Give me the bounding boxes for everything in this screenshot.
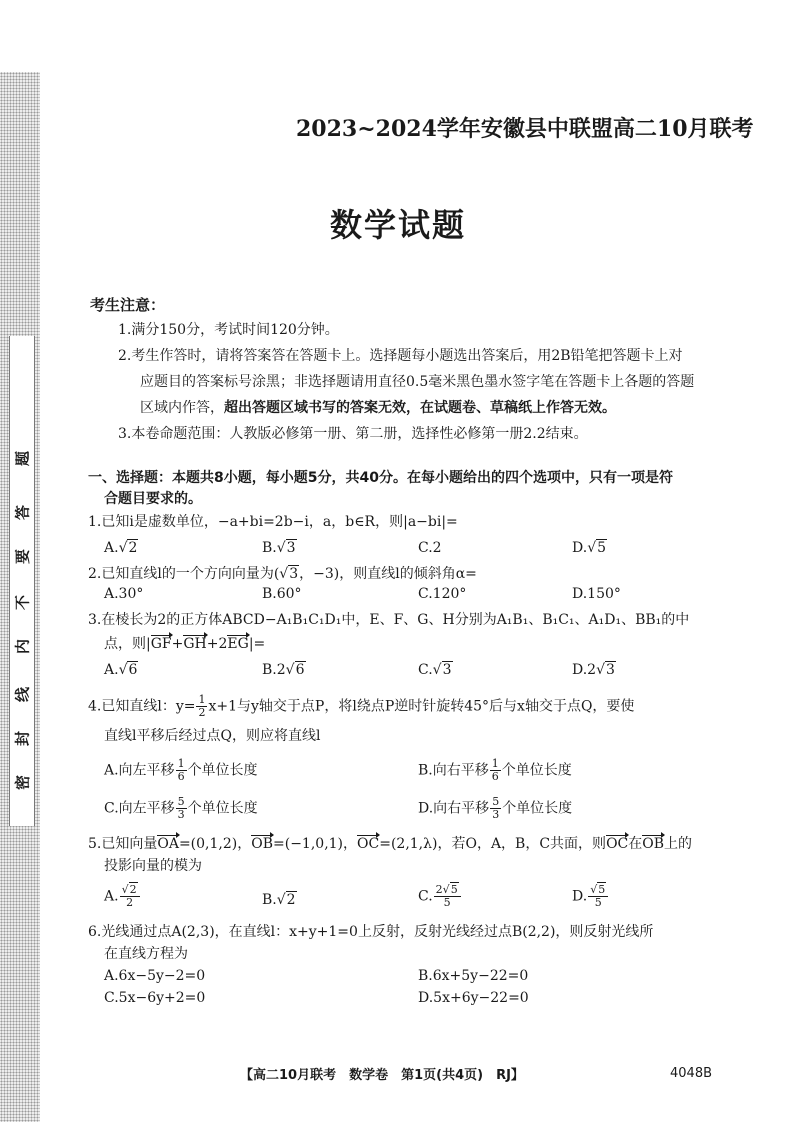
seal-char: 线 xyxy=(13,687,32,703)
q2-option-d: D.150° xyxy=(572,586,621,602)
notice-item: 3.本卷命题范围：人教版必修第一册、第二册，选择性必修第一册2.2结束。 xyxy=(118,426,588,442)
notice-item: 应题目的答案标号涂黑；非选择题请用直径0.5毫米黑色墨水签字笔在答题卡上各题的答题 xyxy=(140,374,695,390)
question-6-stem: 6.光线通过点A(2,3)，在直线l：x+y+1=0上反射，反射光线经过点B(2,2)，则反射光线所 xyxy=(88,924,654,940)
notice-heading: 考生注意： xyxy=(90,296,166,314)
subject-title: 数学试题 xyxy=(330,206,467,244)
q3-option-c: C.√3 xyxy=(418,662,452,678)
question-4-stem-cont: 直线l平移后经过点Q，则应将直线l xyxy=(104,728,321,744)
notice-emphasis: 超出答题区域书写的答案无效，在试题卷、草稿纸上作答无效。 xyxy=(224,400,616,416)
seal-char: 密 xyxy=(13,775,32,791)
notice-item: 1.满分150分，考试时间120分钟。 xyxy=(118,322,339,338)
section-heading: 一、选择题：本题共8小题，每小题5分，共40分。在每小题给出的四个选项中，只有一项是符 xyxy=(88,470,673,486)
notice-item: 2.考生作答时，请将答案答在答题卡上。选择题每小题选出答案后，用2B铅笔把答题卡上对 xyxy=(118,348,683,364)
seal-line-box xyxy=(9,336,35,826)
question-4-stem: 4.已知直线l：y= $\frac{1}{2}$ x+1与y轴交于点P，将l绕点P逆时针旋转45°后与x轴交于点Q，要使 xyxy=(88,693,635,719)
question-3-stem-cont: 点，则|GF+GH+2EG|= xyxy=(104,636,266,652)
q6-option-b: B.6x+5y−22=0 xyxy=(418,968,529,984)
q6-option-c: C.5x−6y+2=0 xyxy=(104,990,206,1006)
notice-item xyxy=(140,398,616,418)
q1-option-a: A.√2 xyxy=(104,540,138,556)
q4-option-b: B.向右平移 $\frac{1}{6}$ 个单位长度 xyxy=(418,757,572,783)
q2-option-b: B.60° xyxy=(262,586,302,602)
q4-option-c: C.向左平移 $\frac{5}{3}$ 个单位长度 xyxy=(104,795,258,821)
q3-option-d: D.2√3 xyxy=(572,662,615,678)
paper-code: 4048B xyxy=(670,1066,713,1081)
q5-option-b: B.√2 xyxy=(262,892,296,908)
q4-option-a: A.向左平移 $\frac{1}{6}$ 个单位长度 xyxy=(104,757,258,783)
q1-option-b: B.√3 xyxy=(262,540,296,556)
question-2-stem: 2.已知直线l的一个方向向量为(√3，−3)，则直线l的倾斜角α= xyxy=(88,566,477,582)
question-1-stem: 1.已知i是虚数单位，−a+bi=2b−i，a，b∈R，则|a−bi|= xyxy=(88,514,458,530)
q3-option-a: A.√6 xyxy=(104,662,138,678)
q3-option-b: B.2√6 xyxy=(262,662,305,678)
seal-char: 内 xyxy=(13,639,32,655)
seal-char: 要 xyxy=(13,549,32,565)
seal-char: 不 xyxy=(13,595,32,611)
notice-text: 区域内作答， xyxy=(140,400,224,416)
q1-option-c: C.2 xyxy=(418,540,442,556)
exam-title: 2023~2024学年安徽县中联盟高二10月联考 xyxy=(296,116,754,142)
q5-option-d: D. $\frac{√5}{5}$ xyxy=(572,884,609,909)
question-6-stem-cont: 在直线方程为 xyxy=(104,946,188,962)
page-footer: 【高二10月联考 数学卷 第1页(共4页) RJ】 xyxy=(240,1068,524,1083)
q6-option-a: A.6x−5y−2=0 xyxy=(104,968,206,984)
q6-option-d: D.5x+6y−22=0 xyxy=(418,990,529,1006)
binding-strip xyxy=(0,72,40,1122)
seal-char: 封 xyxy=(13,731,32,747)
q5-option-a: A. $\frac{√2}{2}$ xyxy=(104,884,141,909)
question-5-stem-cont: 投影向量的模为 xyxy=(104,858,202,874)
seal-char: 题 xyxy=(13,451,32,467)
q1-option-d: D.√5 xyxy=(572,540,607,556)
q2-option-a: A.30° xyxy=(104,586,144,602)
q2-option-c: C.120° xyxy=(418,586,467,602)
q5-option-c: C. $\frac{2√5}{5}$ xyxy=(418,884,462,909)
question-5-stem: 5.已知向量OA=(0,1,2)，OB=(−1,0,1)，OC=(2,1,λ)，若O，A，B，C共面，则OC在OB上的 xyxy=(88,836,693,852)
q4-option-d: D.向右平移 $\frac{5}{3}$ 个单位长度 xyxy=(418,795,573,821)
seal-char: 答 xyxy=(13,505,32,521)
section-heading-cont: 合题目要求的。 xyxy=(104,491,202,507)
question-3-stem: 3.在棱长为2的正方体ABCD−A₁B₁C₁D₁中，E、F、G、H分别为A₁B₁、B₁C₁、A₁D₁、BB₁的中 xyxy=(88,612,690,628)
